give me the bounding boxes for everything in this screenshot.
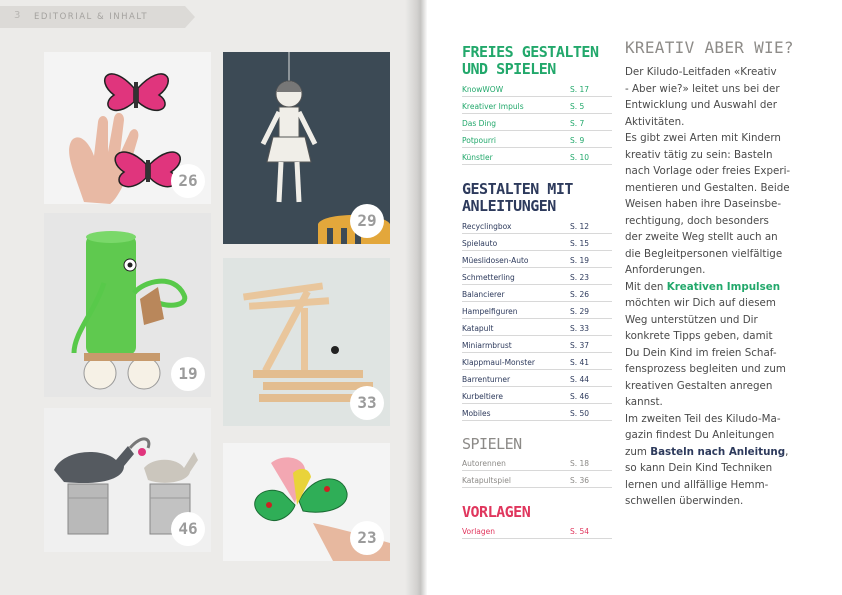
toc-item[interactable]: Müeslidosen-Auto S. 19: [462, 253, 612, 270]
photo-jumping-jack: [223, 52, 390, 244]
toc-list-free: [462, 82, 612, 167]
photo-paper-butterfly: [223, 443, 390, 561]
toc-list-games: [462, 456, 612, 490]
article-line-impulse: Mit den Kreativen Impulsen: [625, 280, 781, 293]
toc-list-guided: [462, 219, 612, 423]
book-gutter: [405, 0, 427, 595]
toc-section-title-games: SPIELEN: [462, 435, 522, 453]
article-line-basteln: zum Basteln nach Anleitung,: [625, 445, 789, 458]
left-page: [0, 0, 410, 595]
toc-item[interactable]: Balancierer S. 26: [462, 287, 612, 304]
photo-tin-can-animals: [44, 408, 211, 552]
toc-item[interactable]: Autorennen S. 18: [462, 456, 612, 473]
toc-item[interactable]: Vorlagen S. 54: [462, 524, 612, 541]
toc-item[interactable]: Klappmaul-Monster S. 41: [462, 355, 612, 372]
article-heading: KREATIV ABER WIE?: [625, 38, 794, 57]
link-basteln-nach-anleitung[interactable]: Basteln nach Anleitung: [650, 445, 786, 458]
toc-item[interactable]: Kurbeltiere S. 46: [462, 389, 612, 406]
photo-butterfly-puppet: [44, 52, 211, 204]
page-badge: 26: [171, 164, 205, 198]
toc-item[interactable]: Miniarmbrust S. 37: [462, 338, 612, 355]
toc-item[interactable]: Spielauto S. 15: [462, 236, 612, 253]
toc-item[interactable]: Katapult S. 33: [462, 321, 612, 338]
photo-catapult: [223, 258, 390, 426]
toc-list-templates: [462, 524, 612, 541]
toc-item[interactable]: Kreativer Impuls S. 5: [462, 99, 612, 116]
toc-item[interactable]: Hampelfiguren S. 29: [462, 304, 612, 321]
toc-item[interactable]: KnowWOW S. 17: [462, 82, 612, 99]
page-badge: 33: [350, 386, 384, 420]
right-page: [427, 0, 842, 595]
link-kreative-impulse[interactable]: Kreativen Impulsen: [666, 280, 781, 293]
toc-item[interactable]: Künstler S. 10: [462, 150, 612, 167]
toc-section-title-guided: GESTALTEN MIT ANLEITUNGEN: [462, 180, 573, 215]
toc-item[interactable]: Recyclingbox S. 12: [462, 219, 612, 236]
page-number: 3: [14, 10, 21, 21]
toc-item[interactable]: Barrenturner S. 44: [462, 372, 612, 389]
page-badge: 46: [171, 512, 205, 546]
toc-section-title-free: FREIES GESTALTEN UND SPIELEN: [462, 43, 599, 78]
toc-item[interactable]: Potpourri S. 9: [462, 133, 612, 150]
article-body: Der Kiludo-Leitfaden «Kreativ - Aber wie?» leitet uns bei der Entwicklung und Auswahl der Aktivitäten. Es gibt zwei Arten mit Kindern kreativ tätig zu sein: Basteln nach Vorlage oder freies Experi- mentieren und Gestalten. Beide Weisen haben ihre Daseinsbe- rechtigung, doch besonders der zweite Weg stellt auch an die Begleitpersonen vielfältige Anforderungen. Mit den Kreativen Impulsen möchten wir Dich auf diesem Weg unterstützen und Dir konkrete Tipps geben, damit Du Dein Kind im freien Schaf- fensprozess begleiten und zum kreativen Gestalten anregen kannst. Im zweiten Teil des Kiludo-Ma- gazin findest Du Anleitungen zum Basteln nach Anleitung, so kann Dein Kind Techniken lernen und allfällige Hemm- schwellen überwinden.: [625, 64, 820, 510]
toc-item[interactable]: Mobiles S. 50: [462, 406, 612, 423]
section-banner: [0, 6, 185, 28]
page-badge: 19: [171, 357, 205, 391]
page-badge: 29: [350, 204, 384, 238]
toc-section-title-templates: VORLAGEN: [462, 503, 531, 521]
toc-item[interactable]: Katapultspiel S. 36: [462, 473, 612, 490]
photo-roll-car: [44, 213, 211, 397]
toc-item[interactable]: Schmetterling S. 23: [462, 270, 612, 287]
page-badge: 23: [350, 521, 384, 555]
section-label: EDITORIAL & INHALT: [34, 12, 149, 22]
toc-item[interactable]: Das Ding S. 7: [462, 116, 612, 133]
